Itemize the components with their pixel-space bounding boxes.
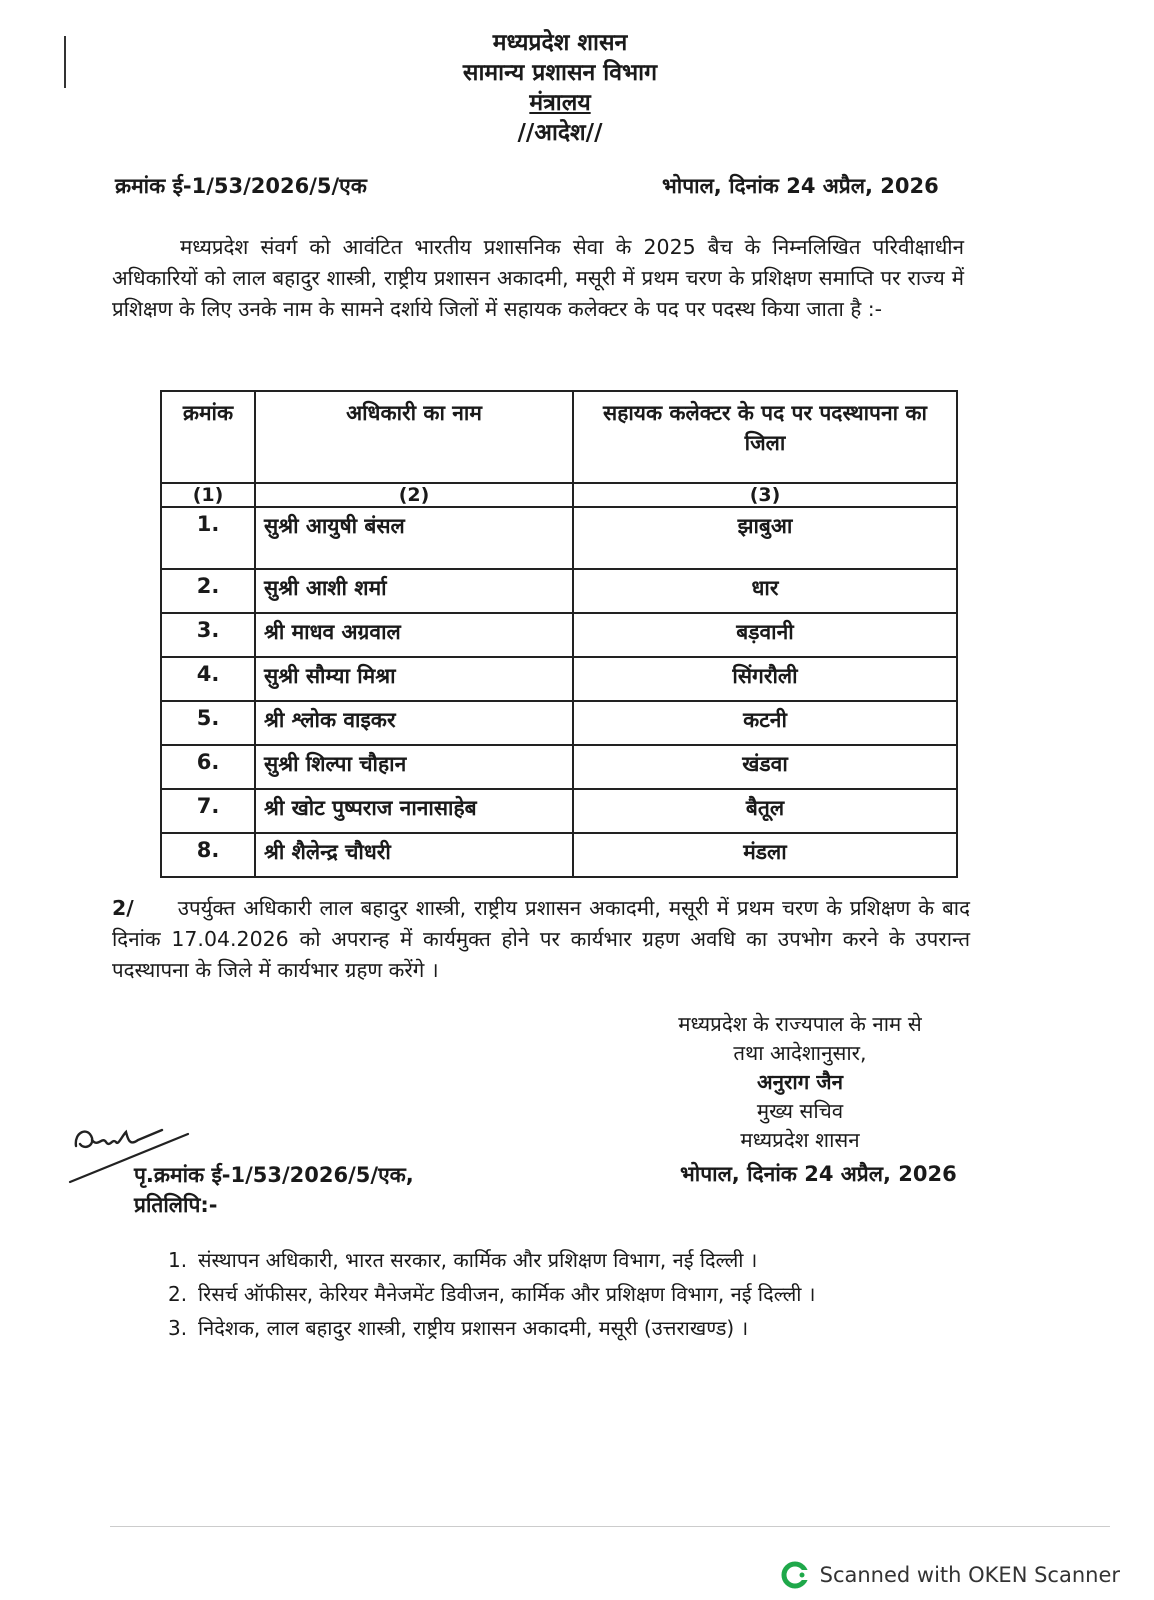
column-number: (1) [161, 483, 255, 507]
table-row [161, 613, 957, 657]
table-row [161, 789, 957, 833]
column-number: (3) [573, 483, 957, 507]
copy-number: 3. [168, 1316, 188, 1340]
signatory-designation: मुख्य सचिव [756, 1099, 844, 1123]
scanner-text: Scanned with OKEN Scanner [819, 1563, 1120, 1587]
header-serial: क्रमांक [161, 391, 255, 483]
table-row [161, 701, 957, 745]
copy-number: 2. [168, 1282, 188, 1306]
copy-label: प्रतिलिपि:- [134, 1193, 218, 1217]
row-serial: 6. [161, 745, 255, 789]
row-district: बड़वानी [573, 613, 957, 657]
row-officer-name: सुश्री आयुषी बंसल [255, 507, 573, 569]
row-serial: 7. [161, 789, 255, 833]
row-serial: 3. [161, 613, 255, 657]
table-row [161, 657, 957, 701]
paragraph-2-number: 2/ [112, 896, 134, 920]
document-header [0, 28, 1120, 148]
table-row [161, 569, 957, 613]
endorsement-place-date: भोपाल, दिनांक 24 अप्रैल, 2026 [680, 1162, 957, 1186]
list-item [168, 1243, 815, 1277]
posting-table [160, 390, 958, 878]
row-serial: 8. [161, 833, 255, 877]
row-district: बैतूल [573, 789, 957, 833]
paragraph-2-text: उपर्युक्त अधिकारी लाल बहादुर शास्त्री, राष्ट्रीय प्रशासन अकादमी, मसूरी में प्रथम चरण के प्रशिक्षण के बाद दिनांक 17.04.2026 को अपरान्ह में कार्यमुक्त होने पर कार्यभार ग्रहण अवधि का उपभोग करने के उपरान्त पदस्थापना के जिले में कार्यभार ग्रहण करेंगे । [112, 896, 970, 982]
row-officer-name: श्री शैलेन्द्र चौधरी [255, 833, 573, 877]
signatory-block [620, 1010, 980, 1155]
row-officer-name: श्री माधव अग्रवाल [255, 613, 573, 657]
order-number: क्रमांक ई-1/53/2026/5/एक [115, 174, 367, 198]
signatory-office: मध्यप्रदेश शासन [740, 1128, 860, 1152]
table-row [161, 833, 957, 877]
footer-divider [110, 1526, 1110, 1527]
row-district: कटनी [573, 701, 957, 745]
header-order-title: //आदेश// [517, 120, 603, 146]
row-officer-name: श्री श्लोक वाइकर [255, 701, 573, 745]
row-district: मंडला [573, 833, 957, 877]
row-serial: 2. [161, 569, 255, 613]
list-item [168, 1277, 815, 1311]
copy-list [168, 1243, 815, 1345]
row-serial: 4. [161, 657, 255, 701]
endorsement-block [134, 1160, 414, 1220]
row-officer-name: सुश्री सौम्या मिश्रा [255, 657, 573, 701]
endorsement-number: पृ.क्रमांक ई-1/53/2026/5/एक, [134, 1163, 414, 1187]
column-number-row [161, 483, 957, 507]
copy-recipient: रिसर्च ऑफीसर, केरियर मैनेजमेंट डिवीजन, कार्मिक और प्रशिक्षण विभाग, नई दिल्ली । [198, 1282, 816, 1306]
signatory-name: अनुराग जैन [756, 1070, 843, 1094]
row-officer-name: सुश्री आशी शर्मा [255, 569, 573, 613]
row-serial: 5. [161, 701, 255, 745]
header-department: सामान्य प्रशासन विभाग [462, 60, 658, 86]
row-district: धार [573, 569, 957, 613]
column-number: (2) [255, 483, 573, 507]
copy-number: 1. [168, 1248, 188, 1272]
signatory-authority: मध्यप्रदेश के राज्यपाल के नाम से [678, 1012, 922, 1036]
table-header-row [161, 391, 957, 483]
table-row [161, 507, 957, 569]
header-government: मध्यप्रदेश शासन [492, 30, 628, 56]
table-row [161, 745, 957, 789]
header-officer-name: अधिकारी का नाम [255, 391, 573, 483]
paragraph-2 [112, 893, 970, 986]
row-serial: 1. [161, 507, 255, 569]
list-item [168, 1311, 815, 1345]
copy-recipient: संस्थापन अधिकारी, भारत सरकार, कार्मिक और प्रशिक्षण विभाग, नई दिल्ली । [198, 1248, 758, 1272]
copy-recipient: निदेशक, लाल बहादुर शास्त्री, राष्ट्रीय प्रशासन अकादमी, मसूरी (उत्तराखण्ड) । [198, 1316, 749, 1340]
header-ministry: मंत्रालय [529, 90, 591, 116]
scanner-watermark [780, 1560, 1120, 1590]
row-officer-name: सुश्री शिल्पा चौहान [255, 745, 573, 789]
header-district: सहायक कलेक्टर के पद पर पदस्थापना का जिला [573, 391, 957, 483]
oken-scanner-icon [780, 1560, 810, 1590]
row-district: खंडवा [573, 745, 957, 789]
row-officer-name: श्री खोट पुष्पराज नानासाहेब [255, 789, 573, 833]
order-place-date: भोपाल, दिनांक 24 अप्रैल, 2026 [662, 174, 939, 198]
intro-paragraph: मध्यप्रदेश संवर्ग को आवंटित भारतीय प्रशासनिक सेवा के 2025 बैच के निम्नलिखित परिवीक्षाधीन अधिकारियों को लाल बहादुर शास्त्री, राष्ट्रीय प्रशासन अकादमी, मसूरी में प्रथम चरण के प्रशिक्षण समाप्ति पर राज्य में प्रशिक्षण के लिए उनके नाम के सामने दर्शाये जिलों में सहायक कलेक्टर के पद पर पदस्थ किया जाता है :- [112, 235, 964, 321]
signatory-order: तथा आदेशानुसार, [733, 1041, 867, 1065]
row-district: सिंगरौली [573, 657, 957, 701]
row-district: झाबुआ [573, 507, 957, 569]
